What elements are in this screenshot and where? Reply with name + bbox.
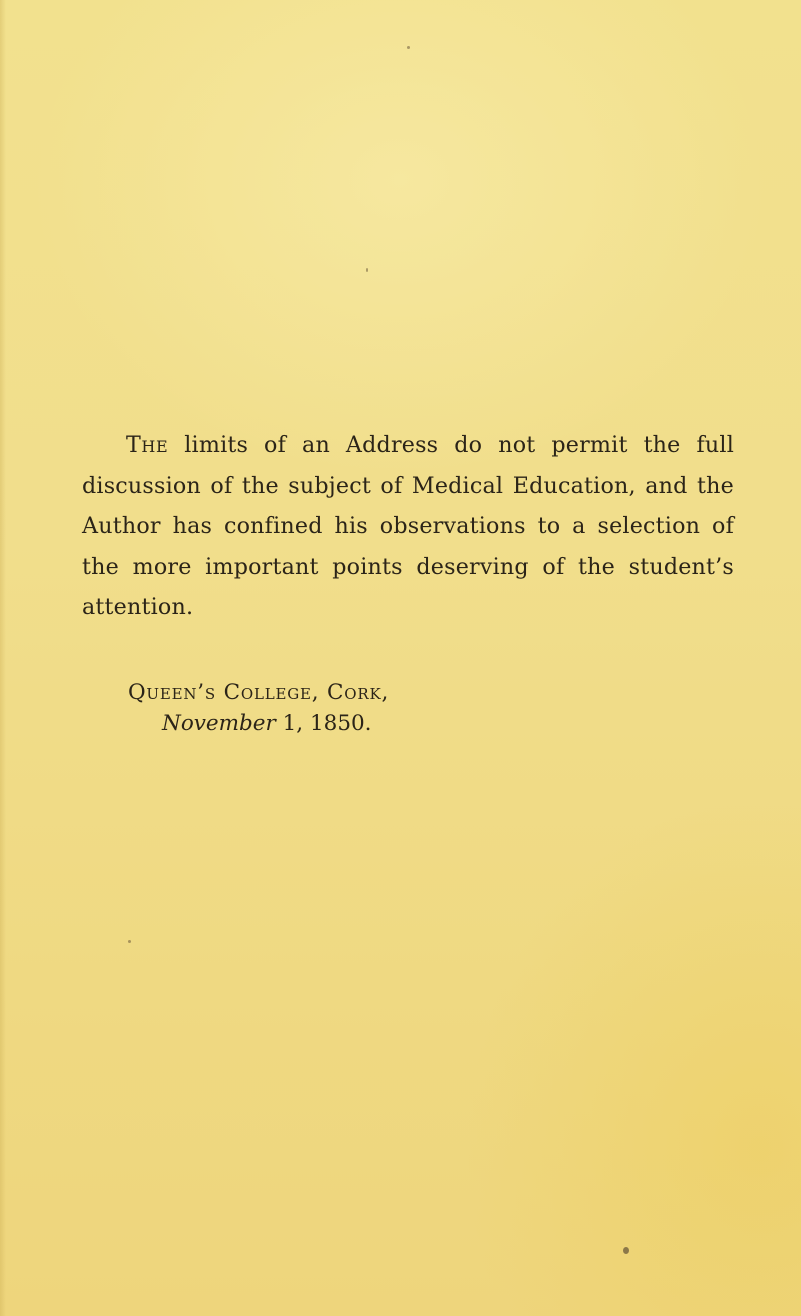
signoff-block — [128, 677, 389, 739]
signoff-day-year: 1, 1850. — [275, 711, 372, 736]
preface-text: limits of an Address do not permit the full discussion of the subject of Medical Education, and the Author has confined his observations to a selection of the more important points deserving of the student’s attention. — [82, 432, 734, 620]
signoff-month: November — [162, 711, 276, 736]
paper-speck — [128, 940, 131, 943]
page-edge-shadow — [0, 0, 6, 1316]
signoff-date — [128, 708, 389, 739]
paper-speck — [366, 268, 368, 272]
preface-paragraph — [82, 425, 734, 628]
paper-speck — [407, 46, 410, 49]
preface-lead-word: The — [126, 432, 169, 458]
paper-speck — [623, 1247, 629, 1254]
signoff-place: Queen’s College, Cork, — [128, 680, 390, 705]
